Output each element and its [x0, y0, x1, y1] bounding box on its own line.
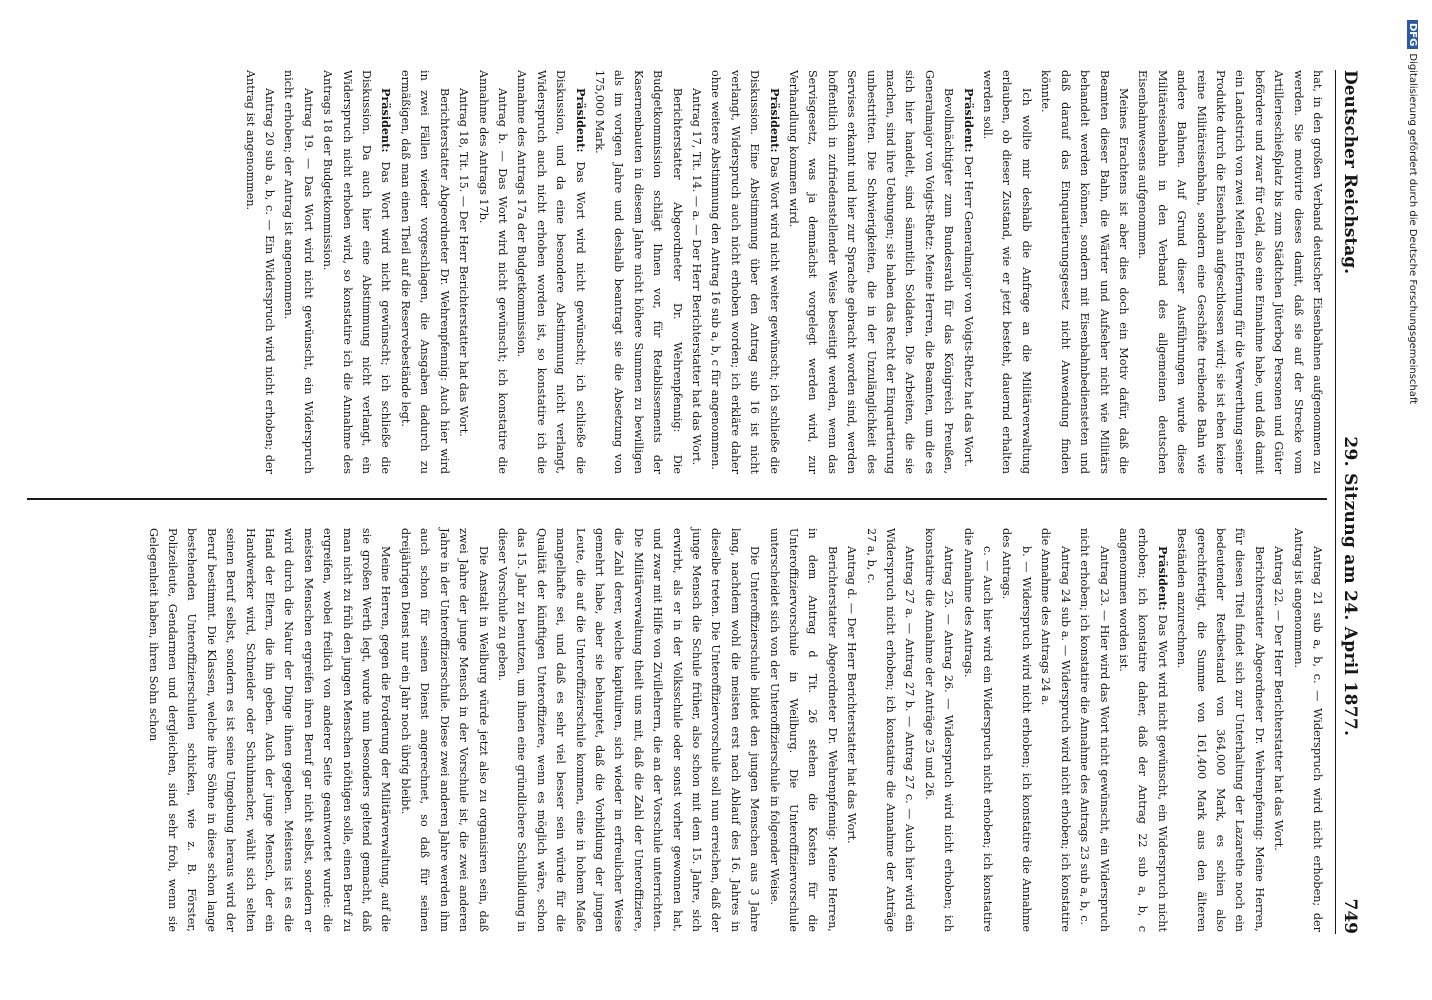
- paragraph-text: Antrag 19. — Das Wort wird nicht gewünscht, ein Widerspruch nicht erhoben; der Antrag ist angenommen.: [282, 70, 315, 474]
- paragraph-text: b. — Widerspruch wird nicht erhoben; ich konstatire die Annahme des Antrags.: [1000, 528, 1033, 932]
- paragraph: [958, 70, 977, 474]
- page-number: 749: [1340, 898, 1360, 934]
- paragraph-text: Ich wollte mir deshalb die Anfrage an die Militärverwaltung erlauben, ob dieser Zustand, wie er jetzt besteht, dauernd erhalten werden soll.: [981, 70, 1033, 474]
- paragraph-text: Meine Herren, gegen die Forderung der Militärverwaltung, auf die sie großen Werth legt, wurde nun besonders geltend gemacht, daß man nicht zu früh den jungen Menschen nöthigen solle, einen Beruf zu ergreifen, wobei freilich von anderer Seite geantwortet wurde: die meisten Menschen ergreifen ihren Beruf gar nicht selbst, sondern er wird durch die Natur der Dinge ihnen gegeben. Meistens ist es die Hand der Eltern, die ihn geben. Auch der junge Mensch, der ein Handwerker wird, Schneider oder Schuhmacher, wählt sich selten seinen Beruf selbst, sondern es ist seine Umgebung heraus wird der Beruf bestimmt. Die Klassen, welche ihre Söhne in diese schon lange bestehenden Unteroffizierschulen schicken, wie z. B. Förster, Polizeileute, Gendarmen und dergleichen, sind sehr froh, wenn sie Gelegenheit haben, ihren Sohn schon: [146, 528, 393, 932]
- paragraph-text: Antrag 22. — Der Herr Berichterstatter hat das Wort.: [1272, 546, 1286, 851]
- paragraph: [978, 70, 1036, 474]
- credit-text: Digitalisierung gefördert durch die Deutsche Forschungsgemeinschaft: [1407, 53, 1418, 405]
- paragraph-text: Berichterstatter Abgeordneter Dr. Wehrenpfennig: Meine Herren, für diesen Titel findet sich zur Unterhaltung der Lazarethe noch ein bedeutender Restbestand von 364,000 Mark, es schien also gerechtfertigt, die Summe von 161,400 Mark aus den älteren Beständen anzurechnen.: [1175, 528, 1266, 932]
- paragraph: [764, 528, 842, 932]
- paragraph: [919, 528, 958, 932]
- speaker-label: Präsident:: [379, 88, 394, 153]
- speaker-label: Präsident:: [961, 88, 976, 153]
- paragraph-text: Antrag 21 sub a, b, c. — Widerspruch wird nicht erhoben; der Antrag ist angenommen.: [1291, 528, 1324, 932]
- paragraph: [590, 70, 687, 474]
- paragraph: [1036, 70, 1133, 474]
- paragraph: [240, 70, 279, 474]
- paragraph: [1288, 528, 1327, 932]
- paragraph-text: Antrag 18, Tit. 15. — Der Herr Berichterstatter hat das Wort.: [457, 88, 471, 437]
- paragraph: [396, 528, 493, 932]
- paragraph-text: Berichterstatter Abgeordneter Dr. Wehrenpfennig: Meine Herren, in dem Antrag d Tit. 26 stehen die Kosten für die Unteroffiziervorschule in Weilburg. Die Unteroffiziervorschule unterscheidet sich von der Unteroffizierschule in folgender Weise.: [767, 528, 839, 932]
- paragraph-text: Das Wort wird nicht weiter gewünscht; ich schließe die Diskussion. Eine Abstimmung über den Antrag sub 16 ist nicht verlangt, Widerspruch auch nicht erhoben worden; ich erkläre daher ohne weitere Abstimmung den Antrag 16 sub a, b, c für angenommen.: [709, 70, 781, 474]
- header-publication: Deutscher Reichstag.: [1340, 70, 1360, 275]
- dfg-logo: DFG: [1407, 20, 1418, 49]
- paragraph: [706, 70, 784, 474]
- left-column: [240, 70, 1327, 474]
- paragraph-text: Das Wort wird nicht gewünscht; ich schließe die Diskussion. Da auch hier eine Abstimmung nicht verlangt, ein Widerspruch nicht erhoben wird, so konstatire ich die Annahme des Antrags 18 der Budgetkommission.: [321, 70, 393, 474]
- paragraph: [1172, 528, 1269, 932]
- paragraph: [1133, 70, 1327, 474]
- digitization-credit: [1407, 20, 1418, 404]
- paragraph-text: c. — Auch hier wird ein Widerspruch nicht erhoben; ich konstatire die Annahme des Antrags.: [961, 528, 995, 932]
- paragraph-text: Antrag 17, Tit. 14. — a. — Der Herr Berichterstatter hat das Wort.: [690, 88, 703, 466]
- paragraph: [1075, 528, 1114, 932]
- paragraph: [396, 70, 454, 474]
- header-session: 29. Sitzung am 24. April 1877.: [1340, 436, 1360, 737]
- paragraph-text: Berichterstatter Abgeordneter Dr. Wehrenpfennig: Die Budgetkommission schlägt Ihnen vor, für Retablissements der Kasernenbauten in diesem Jahre nicht höhere Summen zu bewilligen als im vorigen Jahre und deshalb beantragt sie die Absetzung von 175,000 Mark.: [592, 70, 684, 474]
- paragraph: [861, 528, 919, 932]
- right-column: [143, 528, 1327, 932]
- paragraph-text: Das Wort wird nicht gewünscht; ich schließe die Diskussion, und da eine besondere Abstimmung nicht verlangt, Widerspruch auch nicht erhoben worden ist, so konstatire ich die Annahme des Antrags 17a der Budgetkommission.: [515, 70, 587, 474]
- paragraph: [997, 528, 1036, 932]
- paragraph-text: Das Wort wird nicht gewünscht, ein Widerspruch nicht erhoben; ich konstatire daher, daß der Antrag 22 sub a, b, c angenommen worden ist.: [1116, 528, 1169, 932]
- speaker-label: Präsident:: [573, 88, 588, 153]
- page-header: [1335, 70, 1375, 934]
- paragraph: [958, 528, 997, 932]
- paragraph-text: Antrag 25. — Antrag 26. — Widerspruch wird nicht erhoben; ich konstatire die Annahme der Anträge 25 und 26.: [922, 528, 956, 932]
- paragraph-text: Die Unteroffizierschule bildet den jungen Menschen aus 3 Jahre lang, nachdem wohl die meisten erst nach Ablauf des 16. Jahres in dieselbe treten. Die Unteroffiziervorschule soll nun erreichen, daß der junge Mensch die Schule früher, also schon mit dem 15. Jahre, sich erwirbt, als er in der Volksschule oder sonst vorher gewonnen hat, und zwar mit Hilfe von Zivillehrern, die an der Vorschule unterrichten. Die Militärverwaltung theilt uns mit, daß die Zahl der Unteroffiziere, die Zahl derer, welche kapituliren, sich wieder in erfreulicher Weise gemehrt habe, aber sie behauptet, daß die Vorbildung der jungen Leute, die auf die Unteroffizierschule kommen, eine in hohem Maße mangelhafte sei, und daß es sehr viel besser sein würde für die Qualität der künftigen Unteroffiziere, wenn es möglich wäre, schon das 15. Jahr zu benutzen, um ihnen eine gründlichere Schulbildung in dieser Vorschule zu geben.: [495, 528, 762, 932]
- paragraph-text: Antrag 27 a. — Antrag 27 b. — Antrag 27 c. — Auch hier wird ein Widerspruch nicht erhoben; ich konstatire die Annahme der Anträge 27 a, b, c.: [864, 528, 917, 932]
- paragraph: [842, 528, 861, 932]
- paragraph-text: Antrag 20 sub a, b, c. — Ein Widerspruch wird nicht erhoben; der Antrag ist angenommen.: [243, 70, 277, 474]
- paragraph: [454, 70, 473, 474]
- paragraph-text: Antrag 23. — Hier wird das Wort nicht gewünscht, ein Widerspruch nicht erhoben; ich konstatire die Annahme des Antrags 23 sub a, b, c.: [1078, 528, 1111, 932]
- paragraph: [784, 70, 959, 474]
- paragraph-text: Meines Erachtens ist aber dies doch ein Motiv dafür, daß die Beamten dieser Bahn, die Wärter und Aufseher nicht wie Militärs behandelt werden können, sondern mit Eisenbahnbediensteten und daß darauf das Einquartierungsgesetz nicht Anwendung finden könnte.: [1039, 70, 1130, 474]
- paragraph: [1114, 528, 1172, 932]
- paragraph-text: Die Anstalt in Weilburg würde jetzt also zu organisiren sein, daß zwei Jahre der junge Mensch in der Vorschule ist, die zwei anderen Jahre in der Unteroffizierschule. Diese zwei anderen Jahre werden ihm auch schon für seinen Dienst angerechnet, so daß für seinen dreijährigen Dienst nur ein Jahr noch übrig bleibt.: [398, 528, 490, 932]
- paragraph: [473, 70, 512, 474]
- paragraph-text: Antrag b. — Das Wort wird nicht gewünscht; ich konstatire die Annahme des Antrags 17b.: [476, 70, 509, 474]
- paragraph-text: Antrag 24 sub a. — Widerspruch wird nicht erhoben; ich konstatire die Annahme des Antrags 24 a.: [1039, 528, 1072, 932]
- paragraph: [1036, 528, 1075, 932]
- paragraph-text: hat, in den großen Verband deutscher Eisenbahnen aufgenommen zu werden. Sie motivirte dieses damit, daß sie auf der Strecke vom Artillerieschießplatz bis zum Städtchen Jüterbog Personen und Güter befördere und zwar für Geld, also eine Einnahme habe, und daß damit ein Landstrich von zwei Meilen Entfernung für die Verwerthung seiner Produkte durch die Eisenbahn aufgeschlossen wird; sie ist eben keine reine Militäreisenbahn, sondern eine Geschäfte treibende Bahn wie andere Bahnen. Auf Grund dieser Ausführungen wurde diese Militäreisenbahn in den Verband des allgemeinen deutschen Eisenbahnwesens aufgenommen.: [1136, 70, 1324, 474]
- paragraph-text: Der Herr Generalmajor von Voigts-Rhetz hat das Wort.: [961, 156, 975, 468]
- paragraph: [143, 528, 395, 932]
- paragraph: [279, 70, 318, 474]
- paragraph-text: Antrag d. — Der Herr Berichterstatter hat das Wort.: [845, 546, 859, 844]
- paragraph: [493, 528, 765, 932]
- paragraph: [512, 70, 590, 474]
- column-divider: [27, 498, 1327, 500]
- speaker-label: Präsident:: [767, 88, 782, 153]
- paragraph-text: Berichterstatter Abgeordneter Dr. Wehrenpfennig: Auch hier wird in zwei Fällen wieder vorgeschlagen, die Ansgaben dadurch zu ermäßigen, daß man einen Theil auf die Reservebestände legt.: [398, 70, 451, 474]
- paragraph: [1269, 528, 1288, 932]
- paragraph-text: Bevollmächtigter zum Bundesrath für das Königreich Preußen, Generalmajor von Voigts-Rhetz: Meine Herren, die Beamten, um die es sich hier handelt, sind sämmtlich Soldaten. Die Arbeiten, die sie machen, sind ihre Uebungen; sie haben das Recht der Einquartierung unbestritten. Die Schwierigkeiten, die in der Unzulänglichkeit des Servises erkannt und hier zur Sprache gebracht worden sind, werden hoffentlich in zufriedenstellender Weise beseitigt werden, wenn das Servisgesetz, was ja demnächst vorgelegt werden wird, zur Verhandlung kommen wird.: [787, 70, 956, 474]
- speaker-label: Präsident:: [1155, 546, 1170, 611]
- paragraph: [318, 70, 396, 474]
- paragraph: [687, 70, 706, 474]
